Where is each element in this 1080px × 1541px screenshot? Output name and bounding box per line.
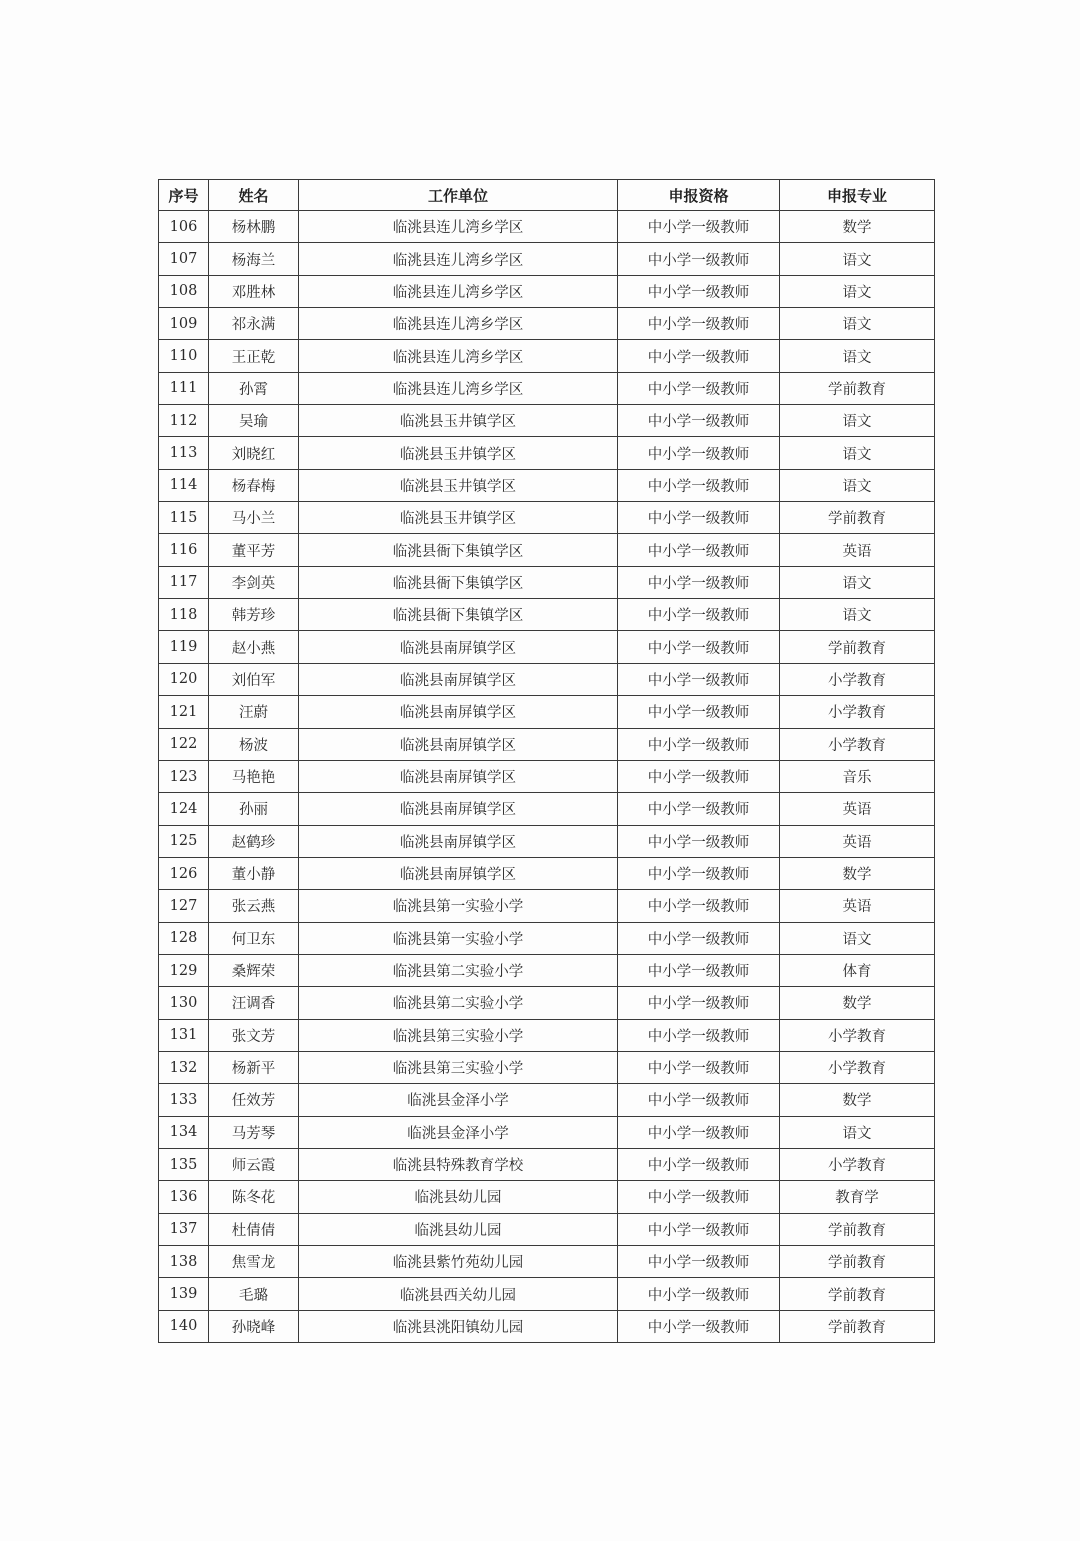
cell-qualification: 中小学一级教师 <box>618 890 780 922</box>
cell-qualification: 中小学一级教师 <box>618 469 780 501</box>
cell-name: 陈冬花 <box>209 1181 299 1213</box>
table-row <box>159 211 935 243</box>
table-row <box>159 825 935 857</box>
cell-name: 孙丽 <box>209 793 299 825</box>
cell-work-unit: 临洮县第一实验小学 <box>299 890 618 922</box>
cell-serial-number: 129 <box>159 954 209 986</box>
cell-serial-number: 114 <box>159 469 209 501</box>
cell-work-unit: 临洮县第二实验小学 <box>299 954 618 986</box>
cell-work-unit: 临洮县金泽小学 <box>299 1116 618 1148</box>
cell-serial-number: 118 <box>159 599 209 631</box>
cell-work-unit: 临洮县连儿湾乡学区 <box>299 340 618 372</box>
cell-qualification: 中小学一级教师 <box>618 793 780 825</box>
cell-specialty: 小学教育 <box>780 1019 935 1051</box>
cell-name: 赵小燕 <box>209 631 299 663</box>
cell-work-unit: 临洮县南屏镇学区 <box>299 825 618 857</box>
table-row <box>159 728 935 760</box>
cell-specialty: 语文 <box>780 922 935 954</box>
header-serial-number: 序号 <box>159 180 209 211</box>
cell-serial-number: 128 <box>159 922 209 954</box>
cell-specialty: 英语 <box>780 890 935 922</box>
cell-qualification: 中小学一级教师 <box>618 211 780 243</box>
cell-qualification: 中小学一级教师 <box>618 1148 780 1180</box>
cell-specialty: 语文 <box>780 405 935 437</box>
table-body <box>159 211 935 1343</box>
cell-qualification: 中小学一级教师 <box>618 1213 780 1245</box>
header-name: 姓名 <box>209 180 299 211</box>
cell-work-unit: 临洮县金泽小学 <box>299 1084 618 1116</box>
cell-qualification: 中小学一级教师 <box>618 405 780 437</box>
cell-name: 张云燕 <box>209 890 299 922</box>
cell-work-unit: 临洮县玉井镇学区 <box>299 405 618 437</box>
cell-serial-number: 112 <box>159 405 209 437</box>
table-row <box>159 696 935 728</box>
cell-name: 杨春梅 <box>209 469 299 501</box>
cell-serial-number: 127 <box>159 890 209 922</box>
table-row <box>159 954 935 986</box>
cell-serial-number: 115 <box>159 502 209 534</box>
cell-name: 韩芳珍 <box>209 599 299 631</box>
cell-work-unit: 临洮县南屏镇学区 <box>299 663 618 695</box>
cell-serial-number: 119 <box>159 631 209 663</box>
table-row <box>159 1310 935 1342</box>
cell-qualification: 中小学一级教师 <box>618 728 780 760</box>
cell-work-unit: 临洮县连儿湾乡学区 <box>299 275 618 307</box>
cell-specialty: 语文 <box>780 1116 935 1148</box>
cell-work-unit: 临洮县衙下集镇学区 <box>299 566 618 598</box>
cell-specialty: 语文 <box>780 308 935 340</box>
cell-serial-number: 113 <box>159 437 209 469</box>
cell-qualification: 中小学一级教师 <box>618 275 780 307</box>
cell-work-unit: 临洮县南屏镇学区 <box>299 857 618 889</box>
table-header <box>159 180 935 211</box>
header-qualification: 申报资格 <box>618 180 780 211</box>
cell-specialty: 学前教育 <box>780 1310 935 1342</box>
cell-specialty: 学前教育 <box>780 372 935 404</box>
cell-work-unit: 临洮县南屏镇学区 <box>299 728 618 760</box>
cell-specialty: 学前教育 <box>780 1278 935 1310</box>
cell-specialty: 体育 <box>780 954 935 986</box>
cell-serial-number: 125 <box>159 825 209 857</box>
cell-specialty: 英语 <box>780 793 935 825</box>
cell-specialty: 语文 <box>780 599 935 631</box>
cell-specialty: 数学 <box>780 211 935 243</box>
table-row <box>159 1278 935 1310</box>
table-row <box>159 405 935 437</box>
cell-name: 何卫东 <box>209 922 299 954</box>
cell-qualification: 中小学一级教师 <box>618 825 780 857</box>
cell-qualification: 中小学一级教师 <box>618 857 780 889</box>
cell-qualification: 中小学一级教师 <box>618 1246 780 1278</box>
cell-name: 马芳琴 <box>209 1116 299 1148</box>
roster-table <box>158 179 935 1343</box>
cell-serial-number: 121 <box>159 696 209 728</box>
cell-serial-number: 138 <box>159 1246 209 1278</box>
cell-qualification: 中小学一级教师 <box>618 308 780 340</box>
cell-qualification: 中小学一级教师 <box>618 1181 780 1213</box>
cell-name: 焦雪龙 <box>209 1246 299 1278</box>
cell-specialty: 英语 <box>780 534 935 566</box>
cell-work-unit: 临洮县幼儿园 <box>299 1181 618 1213</box>
cell-work-unit: 临洮县第三实验小学 <box>299 1051 618 1083</box>
cell-work-unit: 临洮县玉井镇学区 <box>299 437 618 469</box>
cell-serial-number: 140 <box>159 1310 209 1342</box>
table-row <box>159 760 935 792</box>
cell-work-unit: 临洮县南屏镇学区 <box>299 760 618 792</box>
cell-name: 邓胜林 <box>209 275 299 307</box>
cell-work-unit: 临洮县第三实验小学 <box>299 1019 618 1051</box>
cell-qualification: 中小学一级教师 <box>618 1019 780 1051</box>
cell-name: 孙霄 <box>209 372 299 404</box>
cell-serial-number: 130 <box>159 987 209 1019</box>
table-row <box>159 631 935 663</box>
cell-work-unit: 临洮县连儿湾乡学区 <box>299 243 618 275</box>
cell-serial-number: 126 <box>159 857 209 889</box>
cell-name: 刘伯军 <box>209 663 299 695</box>
cell-serial-number: 139 <box>159 1278 209 1310</box>
cell-name: 马小兰 <box>209 502 299 534</box>
cell-specialty: 小学教育 <box>780 1148 935 1180</box>
cell-qualification: 中小学一级教师 <box>618 954 780 986</box>
cell-serial-number: 108 <box>159 275 209 307</box>
cell-qualification: 中小学一级教师 <box>618 243 780 275</box>
cell-qualification: 中小学一级教师 <box>618 1116 780 1148</box>
cell-serial-number: 110 <box>159 340 209 372</box>
cell-qualification: 中小学一级教师 <box>618 696 780 728</box>
cell-specialty: 数学 <box>780 987 935 1019</box>
cell-qualification: 中小学一级教师 <box>618 1051 780 1083</box>
cell-name: 杨新平 <box>209 1051 299 1083</box>
cell-name: 张文芳 <box>209 1019 299 1051</box>
cell-work-unit: 临洮县南屏镇学区 <box>299 793 618 825</box>
cell-serial-number: 120 <box>159 663 209 695</box>
cell-work-unit: 临洮县紫竹苑幼儿园 <box>299 1246 618 1278</box>
cell-name: 祁永满 <box>209 308 299 340</box>
table-row <box>159 372 935 404</box>
cell-specialty: 学前教育 <box>780 502 935 534</box>
cell-specialty: 小学教育 <box>780 728 935 760</box>
cell-specialty: 语文 <box>780 437 935 469</box>
cell-name: 毛璐 <box>209 1278 299 1310</box>
table-row <box>159 1181 935 1213</box>
cell-work-unit: 临洮县洮阳镇幼儿园 <box>299 1310 618 1342</box>
cell-work-unit: 临洮县南屏镇学区 <box>299 631 618 663</box>
cell-work-unit: 临洮县玉井镇学区 <box>299 469 618 501</box>
cell-qualification: 中小学一级教师 <box>618 922 780 954</box>
cell-specialty: 教育学 <box>780 1181 935 1213</box>
cell-qualification: 中小学一级教师 <box>618 566 780 598</box>
cell-qualification: 中小学一级教师 <box>618 1278 780 1310</box>
cell-specialty: 语文 <box>780 275 935 307</box>
cell-work-unit: 临洮县西关幼儿园 <box>299 1278 618 1310</box>
cell-serial-number: 107 <box>159 243 209 275</box>
cell-specialty: 语文 <box>780 566 935 598</box>
table-row <box>159 922 935 954</box>
cell-name: 任效芳 <box>209 1084 299 1116</box>
table-row <box>159 987 935 1019</box>
cell-name: 杜倩倩 <box>209 1213 299 1245</box>
cell-name: 王正乾 <box>209 340 299 372</box>
cell-name: 董平芳 <box>209 534 299 566</box>
cell-specialty: 小学教育 <box>780 1051 935 1083</box>
cell-serial-number: 111 <box>159 372 209 404</box>
cell-work-unit: 临洮县连儿湾乡学区 <box>299 211 618 243</box>
cell-serial-number: 133 <box>159 1084 209 1116</box>
cell-work-unit: 临洮县第二实验小学 <box>299 987 618 1019</box>
cell-qualification: 中小学一级教师 <box>618 1310 780 1342</box>
cell-name: 师云霞 <box>209 1148 299 1180</box>
cell-serial-number: 106 <box>159 211 209 243</box>
table-row <box>159 437 935 469</box>
table-row <box>159 243 935 275</box>
table-row <box>159 599 935 631</box>
cell-qualification: 中小学一级教师 <box>618 340 780 372</box>
cell-specialty: 语文 <box>780 243 935 275</box>
cell-specialty: 学前教育 <box>780 1246 935 1278</box>
cell-specialty: 学前教育 <box>780 1213 935 1245</box>
cell-work-unit: 临洮县幼儿园 <box>299 1213 618 1245</box>
cell-serial-number: 137 <box>159 1213 209 1245</box>
table-row <box>159 857 935 889</box>
table-row <box>159 275 935 307</box>
header-row <box>159 180 935 211</box>
cell-name: 杨波 <box>209 728 299 760</box>
cell-serial-number: 109 <box>159 308 209 340</box>
cell-serial-number: 131 <box>159 1019 209 1051</box>
cell-qualification: 中小学一级教师 <box>618 631 780 663</box>
cell-qualification: 中小学一级教师 <box>618 663 780 695</box>
cell-specialty: 数学 <box>780 1084 935 1116</box>
cell-name: 吴瑜 <box>209 405 299 437</box>
cell-specialty: 数学 <box>780 857 935 889</box>
table-row <box>159 566 935 598</box>
table-row <box>159 663 935 695</box>
cell-work-unit: 临洮县玉井镇学区 <box>299 502 618 534</box>
cell-specialty: 学前教育 <box>780 631 935 663</box>
cell-work-unit: 临洮县连儿湾乡学区 <box>299 372 618 404</box>
table-row <box>159 890 935 922</box>
cell-specialty: 语文 <box>780 340 935 372</box>
cell-specialty: 英语 <box>780 825 935 857</box>
cell-name: 汪调香 <box>209 987 299 1019</box>
cell-serial-number: 135 <box>159 1148 209 1180</box>
cell-work-unit: 临洮县衙下集镇学区 <box>299 534 618 566</box>
cell-work-unit: 临洮县第一实验小学 <box>299 922 618 954</box>
cell-qualification: 中小学一级教师 <box>618 987 780 1019</box>
cell-qualification: 中小学一级教师 <box>618 437 780 469</box>
cell-qualification: 中小学一级教师 <box>618 599 780 631</box>
cell-serial-number: 134 <box>159 1116 209 1148</box>
cell-name: 桑辉荣 <box>209 954 299 986</box>
cell-work-unit: 临洮县特殊教育学校 <box>299 1148 618 1180</box>
header-work-unit: 工作单位 <box>299 180 618 211</box>
cell-name: 汪蔚 <box>209 696 299 728</box>
cell-specialty: 小学教育 <box>780 663 935 695</box>
table-row <box>159 1213 935 1245</box>
cell-qualification: 中小学一级教师 <box>618 760 780 792</box>
cell-serial-number: 124 <box>159 793 209 825</box>
cell-specialty: 小学教育 <box>780 696 935 728</box>
cell-qualification: 中小学一级教师 <box>618 372 780 404</box>
cell-qualification: 中小学一级教师 <box>618 1084 780 1116</box>
cell-name: 赵鹤珍 <box>209 825 299 857</box>
cell-work-unit: 临洮县连儿湾乡学区 <box>299 308 618 340</box>
table-row <box>159 1051 935 1083</box>
cell-name: 李剑英 <box>209 566 299 598</box>
table-row <box>159 469 935 501</box>
table-row <box>159 793 935 825</box>
cell-serial-number: 117 <box>159 566 209 598</box>
table-row <box>159 1084 935 1116</box>
table-row <box>159 308 935 340</box>
cell-specialty: 语文 <box>780 469 935 501</box>
cell-name: 杨林鹏 <box>209 211 299 243</box>
cell-serial-number: 132 <box>159 1051 209 1083</box>
cell-serial-number: 136 <box>159 1181 209 1213</box>
cell-name: 刘晓红 <box>209 437 299 469</box>
cell-name: 孙晓峰 <box>209 1310 299 1342</box>
table-row <box>159 1116 935 1148</box>
cell-name: 马艳艳 <box>209 760 299 792</box>
cell-name: 董小静 <box>209 857 299 889</box>
table-row <box>159 1148 935 1180</box>
cell-qualification: 中小学一级教师 <box>618 502 780 534</box>
cell-name: 杨海兰 <box>209 243 299 275</box>
cell-serial-number: 123 <box>159 760 209 792</box>
cell-specialty: 音乐 <box>780 760 935 792</box>
cell-serial-number: 116 <box>159 534 209 566</box>
table-row <box>159 340 935 372</box>
table-row <box>159 1246 935 1278</box>
cell-work-unit: 临洮县衙下集镇学区 <box>299 599 618 631</box>
table-row <box>159 502 935 534</box>
cell-qualification: 中小学一级教师 <box>618 534 780 566</box>
cell-serial-number: 122 <box>159 728 209 760</box>
table-row <box>159 534 935 566</box>
header-specialty: 申报专业 <box>780 180 935 211</box>
table-row <box>159 1019 935 1051</box>
cell-work-unit: 临洮县南屏镇学区 <box>299 696 618 728</box>
